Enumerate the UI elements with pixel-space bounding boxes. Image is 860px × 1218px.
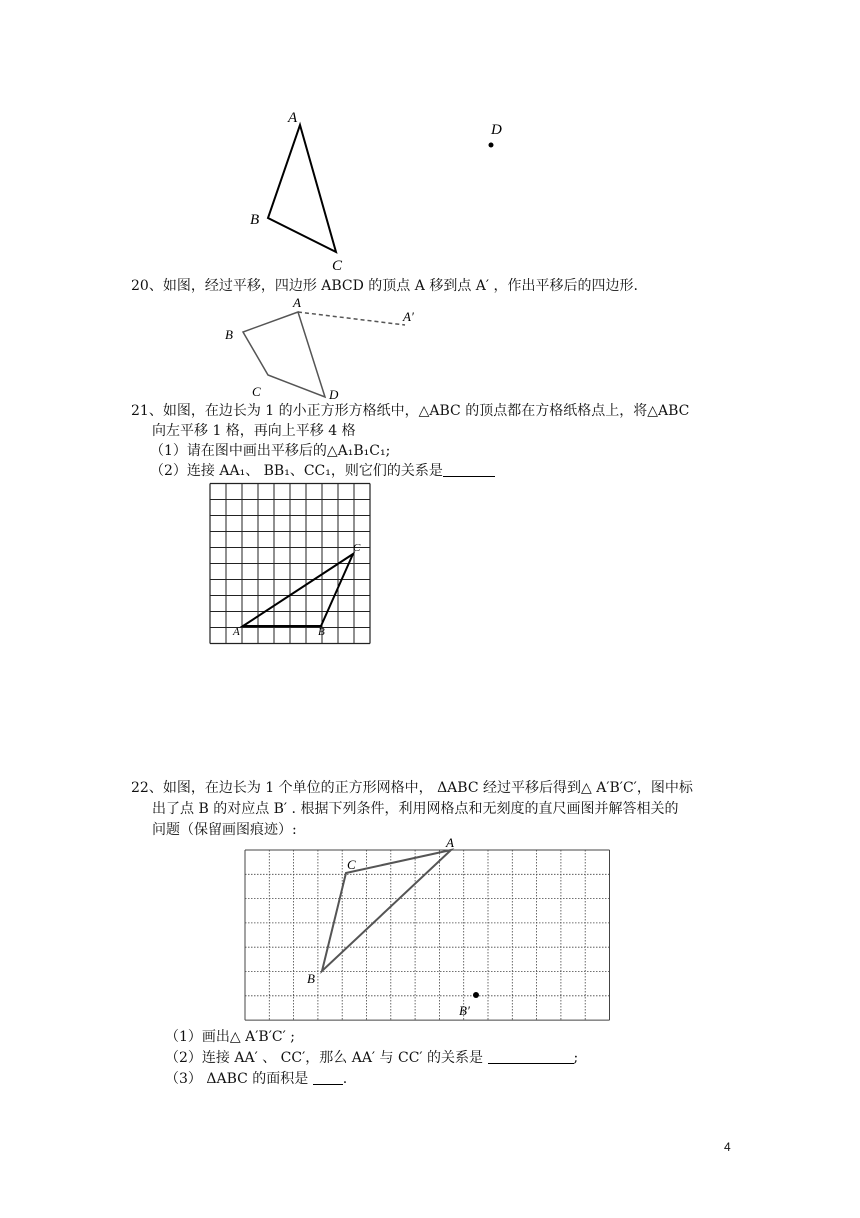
q22-grid-lines [245, 850, 610, 1020]
q22-label-a: A [446, 835, 454, 850]
label-c: C [332, 258, 343, 274]
q20-text: 20、如图，经过平移，四边形 ABCD 的顶点 A 移到点 A′ ，作出平移后的四边形. [131, 278, 638, 294]
q20-label-c: C [252, 384, 261, 399]
q22-sub1: （1）画出△ A′B′C′ ; [165, 1029, 295, 1045]
q20-label-d: D [329, 387, 339, 402]
q22-sub2: （2）连接 AA′ 、 CC′，那么 AA′ 与 CC′ 的关系是 [165, 1050, 484, 1066]
q22-label-b-prime: B′ [459, 1003, 470, 1018]
q21-grid-figure [205, 480, 375, 650]
q22-sub3-row [165, 1069, 347, 1090]
q22-label-b: B [307, 971, 315, 986]
q22-line1: 22、如图，在边长为 1 个单位的正方形网格中， ΔABC 经过平移后得到△ A′B′C′，图中标 [131, 780, 693, 796]
q21-triangle-abc [243, 554, 353, 626]
figure-quadrilateral-abcd [215, 295, 430, 405]
q22-sub2-row [165, 1048, 578, 1069]
triangle-abc-shape [268, 125, 336, 252]
label-d: D [491, 122, 502, 138]
q21-sub1: （1）请在图中画出平移后的△A₁B₁C₁; [150, 443, 391, 459]
q21-sub2-row [150, 461, 495, 482]
point-d [489, 143, 494, 148]
q22-line2: 出了点 B 的对应点 B′ . 根据下列条件，利用网格点和无刻度的直尺画图并解答相关的 [152, 801, 679, 817]
q20-label-b: B [225, 327, 233, 342]
q22-sub3-end: . [342, 1071, 348, 1087]
label-a: A [288, 110, 298, 126]
q22-line3: 问题（保留画图痕迹）: [152, 822, 297, 838]
q21-label-b: B [318, 626, 325, 638]
q22-label-c: C [347, 857, 356, 872]
q22-sub3: （3） ΔABC 的面积是 [165, 1071, 309, 1087]
q21-line1: 21、如图，在边长为 1 的小正方形方格纸中，△ABC 的顶点都在方格纸格点上，将△ABC [131, 403, 690, 419]
translation-dashed-line [298, 312, 405, 325]
figure-triangle-abc [240, 100, 540, 280]
q21-answer-blank[interactable] [443, 462, 495, 477]
q21-sub2: （2）连接 AA₁、 BB₁、CC₁，则它们的关系是 [150, 463, 443, 479]
q22-sub2-end: ; [573, 1050, 579, 1066]
q22-grid-figure [240, 835, 610, 1025]
q21-label-a: A [233, 626, 240, 638]
q22-sub3-answer-blank[interactable] [313, 1070, 343, 1085]
q22-triangle-abc [322, 850, 451, 971]
q21-line2: 向左平移 1 格，再向上平移 4 格 [152, 423, 356, 439]
q20-label-a: A [293, 295, 301, 310]
page-number: 4 [724, 1140, 731, 1154]
q22-sub2-answer-blank[interactable] [488, 1049, 574, 1064]
q21-label-c: C [353, 542, 361, 554]
q21-grid-lines [210, 484, 370, 644]
q22-point-b-prime [473, 992, 479, 998]
label-b: B [250, 212, 260, 228]
q20-label-a-prime: A′ [403, 309, 414, 324]
